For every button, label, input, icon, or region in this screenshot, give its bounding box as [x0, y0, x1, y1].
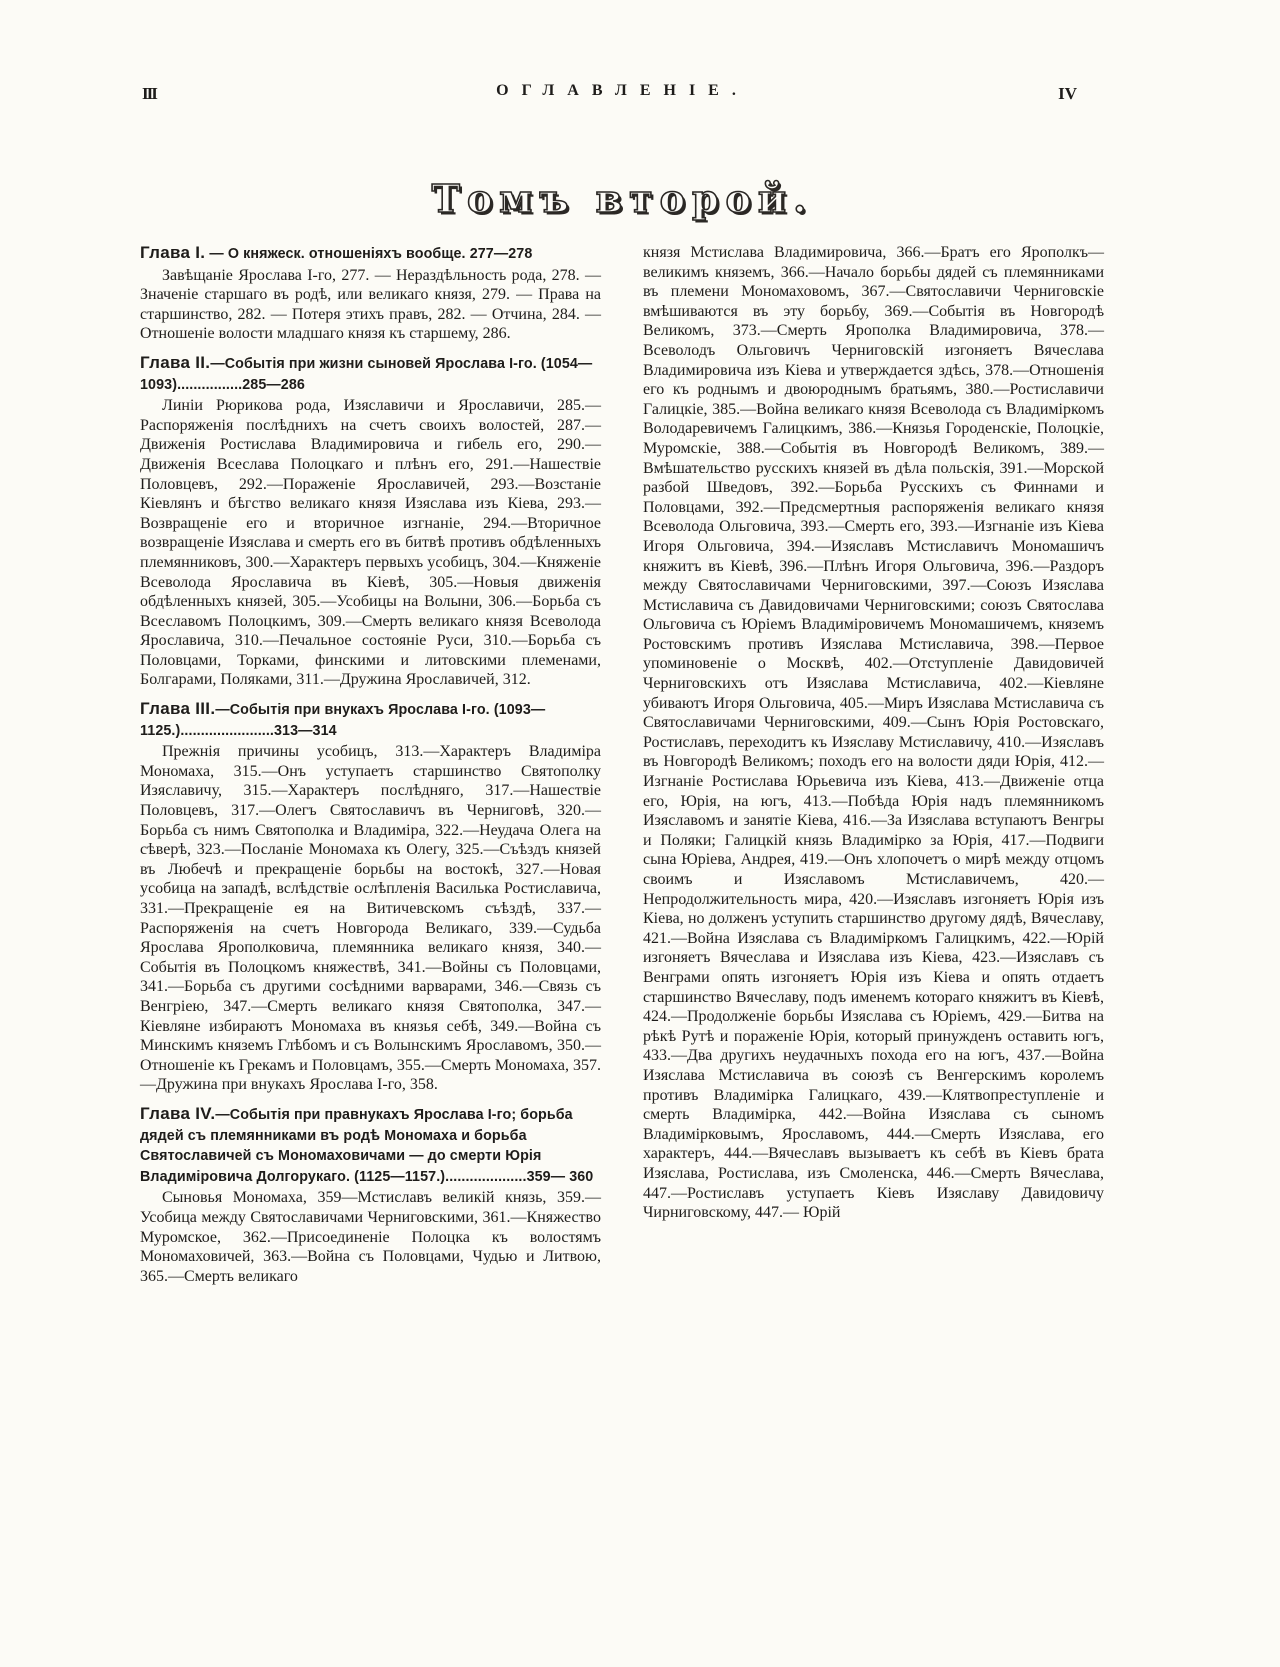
- right-column: [643, 243, 1104, 1607]
- chapter-3-summary: Прежнія причины усобицъ, 313.—Характеръ Владиміра Мономаха, 315.—Онъ уступаетъ старшинство Святополку Изяславичу, 315.—Характеръ послѣдняго, 317.—Нашествіе Половцевъ, 317.—Олегъ Святославичъ въ Черниговѣ, 320.—Борьба съ нимъ Святополка и Владиміра, 322.—Неудача Олега на сѣверѣ, 323.—Посланіе Мономаха къ Олегу, 325.—Съѣздъ князей въ Любечѣ и прекращеніе борьбы на востокѣ, 327.—Новая усобица на западѣ, вслѣдствіе ослѣпленія Василька Ростиславича, 331.—Прекращеніе ея на Витичевскомъ съѣздѣ, 337.—Распоряженія на счетъ Новгорода Великаго, 339.—Судьба Ярослава Ярополковича, племянника великаго князя, 340.—Событія въ Полоцкомъ княжествѣ, 341.—Войны съ Половцами, 341.—Борьба съ другими сосѣдними варварами, 346.—Связь съ Венгріею, 347.—Смерть великаго князя Святополка, 347.—Кіевляне избираютъ Мономаха въ князья себѣ, 349.—Война съ Минскимъ княземъ Глѣбомъ и съ Волынскимъ Ярославомъ, 350.—Отношеніе къ Грекамъ и Половцамъ, 355.—Смерть Мономаха, 357.—Дружина при внукахъ Ярослава I-го, 358.: [140, 743, 601, 1094]
- page-heading: ОГЛАВЛЕНІЕ.: [496, 82, 749, 99]
- running-header: [140, 82, 1105, 106]
- chapter-3-heading: [140, 699, 601, 741]
- chapter-4-heading: [140, 1104, 601, 1187]
- chapter-2-label: Глава II.: [140, 352, 211, 372]
- chapter-4-summary: Сыновья Мономаха, 359—Мстиславъ великій князь, 359.—Усобица между Святославичами Черниговскими, 361.—Княжество Муромское, 362.—Присоединеніе Полоцка къ волостямъ Мономаховичей, 363.—Война съ Половцами, Чудью и Литвою, 365.—Смерть великаго: [140, 1189, 601, 1285]
- chapter-2-summary: Линіи Рюрикова рода, Изяславичи и Ярославичи, 285.—Распоряженія послѣднихъ на счетъ своихъ волостей, 287.—Движенія Ростислава Владимировича и гибель его, 290.—Движенія Всеслава Полоцкаго и плѣнъ его, 291.—Нашествіе Половцевъ, 292.—Пораженіе Ярославичей, 293.—Возстаніе Кіевлянъ и бѣгство великаго князя Изяслава изъ Кіева, 293.—Возвращеніе его и вторичное изгнаніе, 294.—Вторичное возвращеніе Изяслава и смерть его въ битвѣ противъ обдѣленныхъ племянниковъ, 300.—Характеръ первыхъ усобицъ, 304.—Княженіе Всеволода Ярославича въ Кіевѣ, 305.—Новыя движенія обдѣленныхъ князей, 305.—Усобицы на Волыни, 306.—Борьба съ Всеславомъ Полоцкимъ, 309.—Смерть великаго князя Всеволода Ярославича, 310.—Печальное состояніе Руси, 310.—Борьба съ Половцами, Торками, финскими и литовскими племенами, Болгарами, Поляками, 311.—Дружина Ярославичей, 312.: [140, 397, 601, 689]
- chapter-1-summary: Завѣщаніе Ярослава I-го, 277. — Нераздѣльность рода, 278. — Значеніе старшаго въ родѣ, или великаго князя, 279. — Права на старшинство, 282. — Потеря этихъ правъ, 282. — Отчина, 284. — Отношеніе волости младшаго князя къ старшему, 286.: [140, 266, 601, 343]
- folio-right: IV: [1058, 84, 1077, 103]
- volume-title: Томъ второй.: [431, 176, 814, 221]
- chapter-1-heading: [140, 243, 601, 265]
- chapter-2-title: —Событія при жизни сыновей Ярослава I-го. (1054—1093)................285—286: [140, 355, 593, 393]
- toc-columns: [140, 243, 1105, 1607]
- folio-left: III: [142, 84, 156, 103]
- chapter-1-title: — О княжеск. отношеніяхъ вообще. 277—278: [205, 246, 533, 262]
- chapter-4-label: Глава IV.: [140, 1103, 216, 1123]
- chapter-2-heading: [140, 353, 601, 395]
- left-column: [140, 243, 601, 1607]
- chapter-1-label: Глава I.: [140, 243, 206, 262]
- chapter-4-title: —Событія при правнукахъ Ярослава I-го; борьба дядей съ племянниками въ родѣ Мономаха и борьба Святославичей съ Мономаховичами — до смерти Юрія Владиміровича Долгорукаго. (1125—1157.)....................359— 360: [140, 1106, 594, 1185]
- chapter-3-label: Глава III.: [140, 699, 216, 719]
- chapter-3-title: —Событія при внукахъ Ярослава I-го. (1093—1125.).......................313—314: [140, 702, 546, 739]
- chapter-4-summary-continuation: князя Мстислава Владимировича, 366.—Братъ его Ярополкъ—великимъ княземъ, 366.—Начало борьбы дядей съ племянниками въ племени Мономаховомъ, 367.—Святославичи Черниговскіе вмѣшиваются въ эту борьбу, 369.—Событія въ Новгородѣ Великомъ, 373.—Смерть Ярополка Владимировича, 378.—Всеволодъ Ольговичъ Черниговскій изгоняетъ Вячеслава Владимировича изъ Кіева и утверждается здѣсь, 378.—Отношенія его къ роднымъ и двоюроднымъ братьямъ, 380.—Ростиславичи Галицкіе, 385.—Война великаго князя Всеволода съ Владиміркомъ Володаревичемъ Галицкимъ, 386.—Князья Городенскіе, Полоцкіе, Муромскіе, 388.—Событія въ Новгородѣ Великомъ, 389.—Вмѣшательство русскихъ князей въ дѣла польскія, 391.—Морской разбой Шведовъ, 392.—Борьба Русскихъ съ Финнами и Половцами, 392.—Предсмертныя распоряженія великаго князя Всеволода Ольговича, 393.—Смерть его, 393.—Изгнаніе изъ Кіева Игоря Ольговича, 394.—Изяславъ Мстиславичъ Мономашичъ княжитъ въ Кіевѣ, 396.—Плѣнъ Игоря Ольговича, 396.—Раздоръ между Святославичами Черниговскими, 397.—Союзъ Изяслава Мстиславича съ Давидовичами Черниговскими; союзъ Святослава Ольговича съ Юріемъ Владиміровичемъ Мономашичемъ, княземъ Ростовскимъ противъ Изяслава Мстиславича, 398.—Первое упоминовеніе о Москвѣ, 402.—Отступленіе Давидовичей Черниговскихъ отъ Изяслава Мстиславича, 402.—Кіевляне убиваютъ Игоря Ольговича, 405.—Миръ Изяслава Мстиславича съ Святославичами Черниговскими, 409.—Сынъ Юрія Ростовскаго, Ростиславъ, переходитъ къ Изяславу Мстиславичу, 410.—Изяславъ въ Новгородѣ Великомъ; походъ его на волости дяди Юрія, 412.—Изгнаніе Ростислава Юрьевича изъ Кіева, 413.—Движеніе отца его, Юрія, на югъ, 413.—Побѣда Юрія надъ племянникомъ Изяславомъ и занятіе Кіева, 416.—За Изяслава вступаютъ Венгры и Поляки; Галицкій князь Владимірко за Юрія, 417.—Подвиги сына Юріева, Андрея, 419.—Онъ хлопочетъ о мирѣ между отцомъ своимъ и Изяславомъ Мстиславичемъ, 420.—Непродолжительность мира, 420.—Изяславъ изгоняетъ Юрія изъ Кіева, но долженъ уступить старшинство другому дядѣ, Вячеславу, 421.—Война Изяслава съ Владиміркомъ Галицкимъ, 422.—Юрій изгоняетъ Вячеслава и Изяслава изъ Кіева, 423.—Изяславъ съ Венграми опять изгоняетъ Юрія изъ Кіева и опять отдаетъ старшинство Вячеславу, подъ именемъ котораго княжитъ въ Кіевѣ, 424.—Продолженіе борьбы Изяслава съ Юріемъ, 429.—Битва на рѣкѣ Рутѣ и пораженіе Юрія, который принужденъ оставить югъ, 433.—Два другихъ неудачныхъ похода его на югъ, 437.—Война Изяслава Мстиславича въ союзѣ съ Венгерскимъ королемъ противъ Владимірка Галицкаго, 439.—Клятвопреступленіе и смерть Владимірка, 442.—Война Изяслава съ сыномъ Владимірковымъ, Ярославомъ, 444.—Смерть Изяслава, его характеръ, 444.—Вячеславъ вызываетъ къ себѣ въ Кіевъ брата Изяслава, Ростислава, изъ Смоленска, 446.—Смерть Вячеслава, 447.—Ростиславъ уступаетъ Кіевъ Изяславу Давидовичу Чирниговскому, 447.— Юрій: [643, 244, 1104, 1222]
